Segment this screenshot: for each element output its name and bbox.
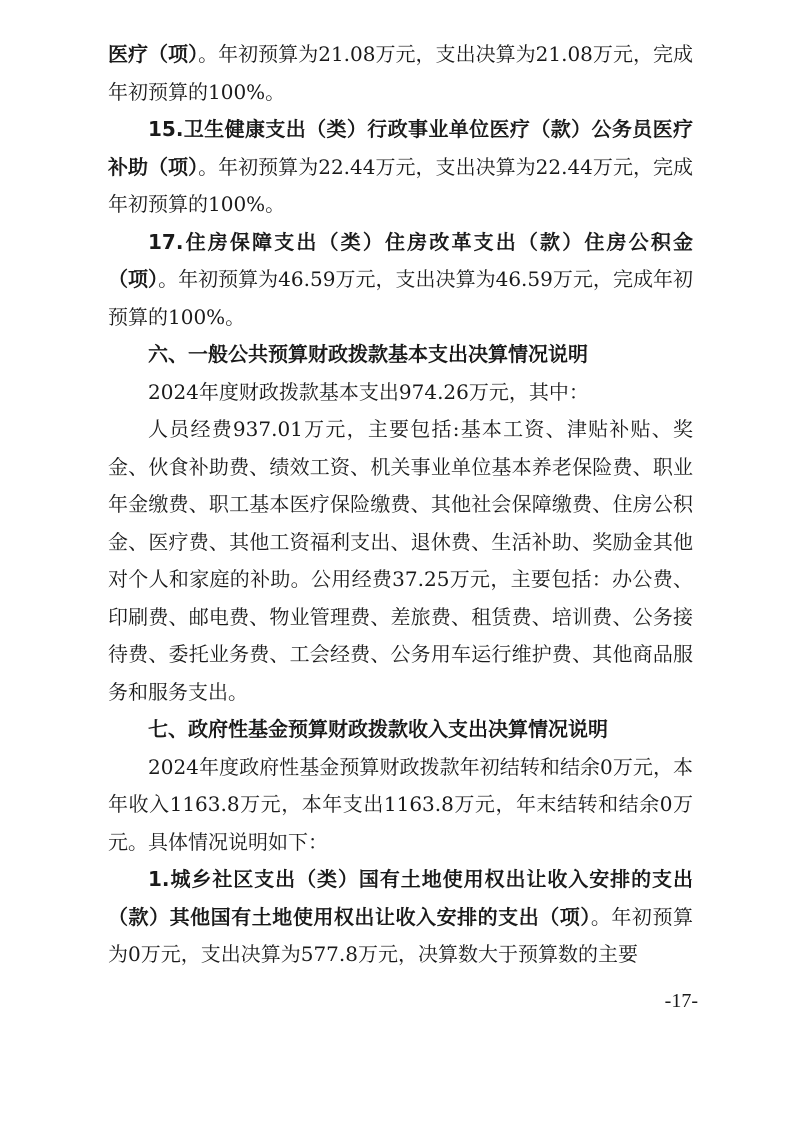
item-title: 1.城乡社区支出（类）国有土地使用权出让收入安排的支出（款）其他国有土地使用权出让收入安排的支出（项） (108, 867, 693, 929)
section-6-paragraph-2: 人员经费937.01万元，主要包括:基本工资、津贴补贴、奖金、伙食补助费、绩效工资、机关事业单位基本养老保险费、职业年金缴费、职工基本医疗保险缴费、其他社会保障缴费、住房公积金、医疗费、其他工资福利支出、退休费、生活补助、奖励金其他对个人和家庭的补助。公用经费37.25万元，主要包括：办公费、印刷费、邮电费、物业管理费、差旅费、租赁费、培训费、公务接待费、委托业务费、工会经费、公务用车运行维护费、其他商品服务和服务支出。 (108, 417, 693, 704)
section-7-paragraph-1: 2024年度政府性基金预算财政拨款年初结转和结余0万元，本年收入1163.8万元，本年支出1163.8万元，年末结转和结余0万元。具体情况说明如下： (108, 754, 693, 854)
section-6-paragraph-1: 2024年度财政拨款基本支出974.26万元，其中： (148, 379, 589, 404)
section-7-item-1 (108, 861, 693, 974)
item-text: 。年初预算为0万元，支出决算为577.8万元，决算数大于预算数的主要 (108, 904, 694, 966)
document-body (108, 36, 693, 974)
page-number: -17- (664, 990, 698, 1012)
item-title: 医疗（项） (108, 42, 199, 66)
item-text: 。年初预算为46.59万元，支出决算为46.59万元，完成年初预算的100%。 (108, 267, 694, 329)
paragraph-medical (108, 36, 693, 111)
item-title: 17.住房保障支出（类）住房改革支出（款）住房公积金（项） (108, 229, 693, 291)
section-6-heading: 六、一般公共预算财政拨款基本支出决算情况说明 (148, 342, 588, 366)
section-7-heading: 七、政府性基金预算财政拨款收入支出决算情况说明 (148, 717, 608, 741)
item-text: 。年初预算为21.08万元，支出决算为21.08万元，完成年初预算的100%。 (108, 42, 694, 104)
item-title: 15.卫生健康支出（类）行政事业单位医疗（款）公务员医疗补助（项） (108, 117, 693, 179)
paragraph-item-15 (108, 111, 693, 224)
item-text: 。年初预算为22.44万元，支出决算为22.44万元，完成年初预算的100%。 (108, 154, 694, 216)
paragraph-item-17 (108, 224, 693, 337)
